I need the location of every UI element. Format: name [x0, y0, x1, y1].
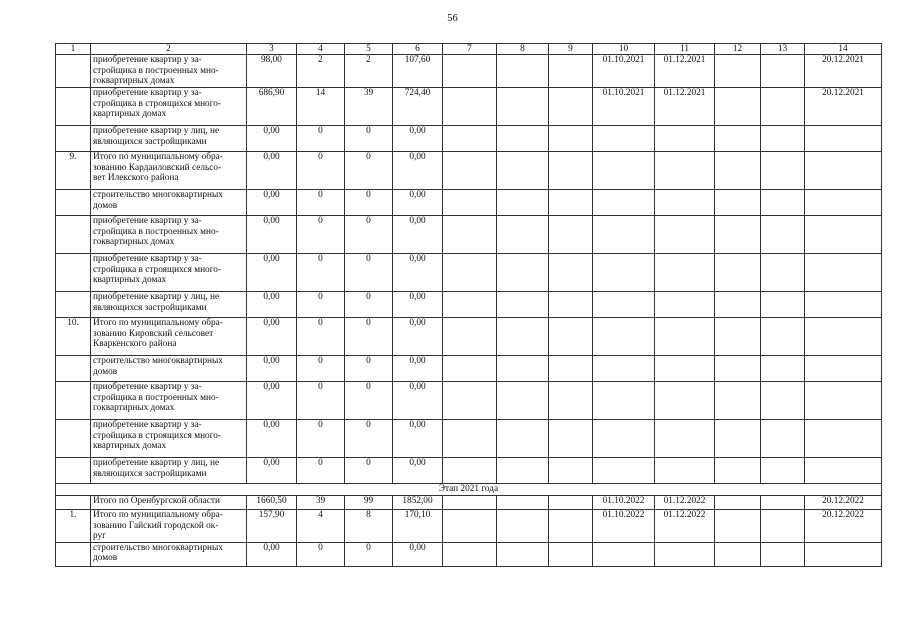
- stage-row: [56, 484, 882, 496]
- cell-col-13: [761, 254, 805, 292]
- cell-col-3: 0,00: [247, 292, 297, 318]
- cell-col-9: [549, 496, 593, 510]
- cell-col-8: [497, 542, 549, 566]
- cell-col-14: [805, 542, 882, 566]
- stage-label: Этап 2021 года: [56, 484, 882, 496]
- cell-col-6: 0,00: [393, 292, 443, 318]
- cell-col-4: 4: [297, 510, 345, 543]
- cell-col-6: 0,00: [393, 542, 443, 566]
- row-index: [56, 542, 91, 566]
- cell-col-12: [715, 88, 761, 126]
- cell-col-5: 0: [345, 318, 393, 356]
- cell-col-9: [549, 152, 593, 190]
- cell-col-9: [549, 382, 593, 420]
- table-row: [56, 292, 882, 318]
- cell-col-7: [443, 55, 497, 88]
- cell-col-14: [805, 458, 882, 484]
- row-index: [56, 496, 91, 510]
- row-index: [56, 190, 91, 216]
- table-row: [56, 55, 882, 88]
- cell-col-5: 2: [345, 55, 393, 88]
- cell-col-7: [443, 254, 497, 292]
- cell-col-13: [761, 542, 805, 566]
- row-name: приобретение квартир у за- стройщика в построенных мно- гоквартирных домах: [91, 216, 247, 254]
- cell-col-10: [593, 356, 655, 382]
- table-row: [56, 382, 882, 420]
- cell-col-8: [497, 216, 549, 254]
- cell-col-11: [655, 292, 715, 318]
- cell-col-7: [443, 458, 497, 484]
- table-row: [56, 152, 882, 190]
- cell-col-13: [761, 190, 805, 216]
- cell-col-13: [761, 88, 805, 126]
- cell-col-10: [593, 254, 655, 292]
- cell-col-6: 0,00: [393, 318, 443, 356]
- cell-col-7: [443, 318, 497, 356]
- cell-col-11: 01.12.2022: [655, 510, 715, 543]
- cell-col-10: [593, 382, 655, 420]
- row-name: Итого по муниципальному обра- зованию Гайский городской ок- руг: [91, 510, 247, 543]
- cell-col-10: 01.10.2021: [593, 55, 655, 88]
- column-number-11: 11: [655, 44, 715, 55]
- cell-col-14: 20.12.2022: [805, 510, 882, 543]
- cell-col-4: 0: [297, 292, 345, 318]
- cell-col-6: 0,00: [393, 216, 443, 254]
- data-table: [55, 43, 882, 567]
- column-number-14: 14: [805, 44, 882, 55]
- cell-col-6: 0,00: [393, 190, 443, 216]
- table-header-row: [56, 44, 882, 55]
- cell-col-4: 0: [297, 152, 345, 190]
- cell-col-4: 0: [297, 542, 345, 566]
- row-index: 1.: [56, 510, 91, 543]
- column-number-10: 10: [593, 44, 655, 55]
- cell-col-4: 0: [297, 356, 345, 382]
- cell-col-12: [715, 254, 761, 292]
- cell-col-6: 0,00: [393, 382, 443, 420]
- row-index: [56, 254, 91, 292]
- cell-col-8: [497, 496, 549, 510]
- column-number-1: 1: [56, 44, 91, 55]
- table-row: [56, 458, 882, 484]
- cell-col-6: 724,40: [393, 88, 443, 126]
- row-name: приобретение квартир у за- стройщика в построенных мно- гоквартирных домах: [91, 382, 247, 420]
- cell-col-5: 0: [345, 542, 393, 566]
- cell-col-11: [655, 152, 715, 190]
- cell-col-3: 0,00: [247, 356, 297, 382]
- cell-col-3: 0,00: [247, 318, 297, 356]
- cell-col-13: [761, 126, 805, 152]
- cell-col-13: [761, 356, 805, 382]
- cell-col-3: 0,00: [247, 152, 297, 190]
- cell-col-13: [761, 318, 805, 356]
- row-index: [56, 88, 91, 126]
- cell-col-10: [593, 152, 655, 190]
- cell-col-8: [497, 126, 549, 152]
- cell-col-12: [715, 382, 761, 420]
- cell-col-8: [497, 420, 549, 458]
- table-row: [56, 88, 882, 126]
- cell-col-7: [443, 292, 497, 318]
- cell-col-5: 99: [345, 496, 393, 510]
- cell-col-12: [715, 542, 761, 566]
- cell-col-11: [655, 318, 715, 356]
- cell-col-5: 0: [345, 292, 393, 318]
- table-row: [56, 420, 882, 458]
- cell-col-7: [443, 542, 497, 566]
- cell-col-6: 0,00: [393, 126, 443, 152]
- cell-col-9: [549, 318, 593, 356]
- cell-col-6: 107,60: [393, 55, 443, 88]
- cell-col-8: [497, 318, 549, 356]
- cell-col-9: [549, 458, 593, 484]
- cell-col-9: [549, 126, 593, 152]
- cell-col-6: 0,00: [393, 420, 443, 458]
- cell-col-9: [549, 254, 593, 292]
- cell-col-13: [761, 216, 805, 254]
- column-number-13: 13: [761, 44, 805, 55]
- cell-col-4: 0: [297, 190, 345, 216]
- table-row: [56, 254, 882, 292]
- cell-col-7: [443, 190, 497, 216]
- row-index: [56, 216, 91, 254]
- cell-col-8: [497, 190, 549, 216]
- cell-col-6: 0,00: [393, 356, 443, 382]
- cell-col-13: [761, 152, 805, 190]
- cell-col-9: [549, 542, 593, 566]
- cell-col-3: 0,00: [247, 542, 297, 566]
- cell-col-8: [497, 356, 549, 382]
- cell-col-12: [715, 496, 761, 510]
- cell-col-6: 1852,00: [393, 496, 443, 510]
- cell-col-5: 0: [345, 458, 393, 484]
- cell-col-12: [715, 126, 761, 152]
- row-name: Итого по муниципальному обра- зованию Кардаиловский сельсо- вет Илекского района: [91, 152, 247, 190]
- cell-col-4: 0: [297, 420, 345, 458]
- cell-col-8: [497, 152, 549, 190]
- cell-col-10: 01.10.2022: [593, 510, 655, 543]
- cell-col-8: [497, 382, 549, 420]
- cell-col-9: [549, 356, 593, 382]
- cell-col-14: [805, 420, 882, 458]
- cell-col-10: [593, 190, 655, 216]
- cell-col-3: 0,00: [247, 254, 297, 292]
- cell-col-14: [805, 254, 882, 292]
- cell-col-9: [549, 420, 593, 458]
- cell-col-7: [443, 356, 497, 382]
- cell-col-11: 01.12.2021: [655, 55, 715, 88]
- cell-col-13: [761, 55, 805, 88]
- cell-col-4: 0: [297, 126, 345, 152]
- cell-col-10: 01.10.2021: [593, 88, 655, 126]
- column-number-3: 3: [247, 44, 297, 55]
- cell-col-5: 0: [345, 254, 393, 292]
- row-name: приобретение квартир у за- стройщика в построенных мно- гоквартирных домах: [91, 55, 247, 88]
- cell-col-4: 14: [297, 88, 345, 126]
- cell-col-13: [761, 496, 805, 510]
- cell-col-4: 0: [297, 216, 345, 254]
- cell-col-3: 0,00: [247, 216, 297, 254]
- cell-col-5: 0: [345, 152, 393, 190]
- cell-col-6: 170,10: [393, 510, 443, 543]
- cell-col-9: [549, 510, 593, 543]
- cell-col-7: [443, 126, 497, 152]
- cell-col-8: [497, 510, 549, 543]
- row-index: [56, 292, 91, 318]
- table-row: [56, 510, 882, 543]
- cell-col-11: [655, 216, 715, 254]
- row-name: приобретение квартир у за- стройщика в строящихся много- квартирных домах: [91, 420, 247, 458]
- cell-col-13: [761, 382, 805, 420]
- cell-col-12: [715, 190, 761, 216]
- cell-col-11: [655, 254, 715, 292]
- cell-col-4: 0: [297, 254, 345, 292]
- cell-col-3: 0,00: [247, 458, 297, 484]
- cell-col-7: [443, 382, 497, 420]
- cell-col-5: 0: [345, 190, 393, 216]
- cell-col-8: [497, 88, 549, 126]
- cell-col-3: 0,00: [247, 420, 297, 458]
- row-name: строительство многоквартирных домов: [91, 356, 247, 382]
- cell-col-5: 0: [345, 356, 393, 382]
- cell-col-3: 0,00: [247, 126, 297, 152]
- cell-col-6: 0,00: [393, 152, 443, 190]
- page-number: 56: [447, 13, 458, 24]
- row-index: [56, 55, 91, 88]
- table-row: [56, 496, 882, 510]
- row-name: приобретение квартир у за- стройщика в строящихся много- квартирных домах: [91, 254, 247, 292]
- cell-col-9: [549, 55, 593, 88]
- cell-col-14: [805, 216, 882, 254]
- cell-col-11: [655, 356, 715, 382]
- cell-col-7: [443, 420, 497, 458]
- row-index: 9.: [56, 152, 91, 190]
- cell-col-14: [805, 356, 882, 382]
- cell-col-5: 39: [345, 88, 393, 126]
- row-name: приобретение квартир у лиц, не являющихся застройщиками: [91, 126, 247, 152]
- column-number-12: 12: [715, 44, 761, 55]
- cell-col-3: 686,90: [247, 88, 297, 126]
- cell-col-3: 0,00: [247, 190, 297, 216]
- cell-col-7: [443, 216, 497, 254]
- cell-col-11: [655, 420, 715, 458]
- cell-col-11: [655, 126, 715, 152]
- cell-col-4: 2: [297, 55, 345, 88]
- cell-col-3: 98,00: [247, 55, 297, 88]
- cell-col-9: [549, 190, 593, 216]
- table-row: [56, 542, 882, 566]
- cell-col-10: 01.10.2022: [593, 496, 655, 510]
- cell-col-5: 0: [345, 382, 393, 420]
- row-index: [56, 382, 91, 420]
- cell-col-12: [715, 152, 761, 190]
- cell-col-10: [593, 292, 655, 318]
- column-number-5: 5: [345, 44, 393, 55]
- cell-col-14: 20.12.2021: [805, 55, 882, 88]
- cell-col-7: [443, 88, 497, 126]
- table-row: [56, 190, 882, 216]
- column-number-4: 4: [297, 44, 345, 55]
- cell-col-5: 8: [345, 510, 393, 543]
- cell-col-8: [497, 55, 549, 88]
- cell-col-8: [497, 458, 549, 484]
- cell-col-5: 0: [345, 420, 393, 458]
- cell-col-14: [805, 190, 882, 216]
- row-name: Итого по муниципальному обра- зованию Кировский сельсовет Кваркенского района: [91, 318, 247, 356]
- cell-col-6: 0,00: [393, 458, 443, 484]
- row-name: строительство многоквартирных домов: [91, 542, 247, 566]
- table-row: [56, 216, 882, 254]
- cell-col-11: 01.12.2022: [655, 496, 715, 510]
- cell-col-10: [593, 458, 655, 484]
- cell-col-4: 39: [297, 496, 345, 510]
- row-name: строительство многоквартирных домов: [91, 190, 247, 216]
- cell-col-11: [655, 458, 715, 484]
- cell-col-6: 0,00: [393, 254, 443, 292]
- cell-col-13: [761, 510, 805, 543]
- table-row: [56, 356, 882, 382]
- cell-col-10: [593, 542, 655, 566]
- cell-col-4: 0: [297, 458, 345, 484]
- cell-col-14: 20.12.2022: [805, 496, 882, 510]
- row-name: приобретение квартир у за- стройщика в строящихся много- квартирных домах: [91, 88, 247, 126]
- cell-col-7: [443, 510, 497, 543]
- cell-col-11: [655, 190, 715, 216]
- cell-col-14: [805, 318, 882, 356]
- cell-col-5: 0: [345, 126, 393, 152]
- cell-col-12: [715, 458, 761, 484]
- cell-col-12: [715, 356, 761, 382]
- cell-col-8: [497, 292, 549, 318]
- row-index: [56, 420, 91, 458]
- cell-col-9: [549, 216, 593, 254]
- row-name: приобретение квартир у лиц, не являющихся застройщиками: [91, 292, 247, 318]
- row-index: [56, 458, 91, 484]
- row-name: приобретение квартир у лиц, не являющихся застройщиками: [91, 458, 247, 484]
- cell-col-10: [593, 126, 655, 152]
- table-row: [56, 126, 882, 152]
- cell-col-9: [549, 88, 593, 126]
- cell-col-10: [593, 420, 655, 458]
- column-number-6: 6: [393, 44, 443, 55]
- cell-col-4: 0: [297, 382, 345, 420]
- cell-col-14: [805, 126, 882, 152]
- cell-col-10: [593, 216, 655, 254]
- column-number-7: 7: [443, 44, 497, 55]
- cell-col-3: 0,00: [247, 382, 297, 420]
- cell-col-11: [655, 542, 715, 566]
- cell-col-14: [805, 292, 882, 318]
- cell-col-3: 1660,50: [247, 496, 297, 510]
- cell-col-11: [655, 382, 715, 420]
- cell-col-12: [715, 420, 761, 458]
- row-index: 10.: [56, 318, 91, 356]
- cell-col-11: 01.12.2021: [655, 88, 715, 126]
- cell-col-10: [593, 318, 655, 356]
- cell-col-14: [805, 382, 882, 420]
- cell-col-5: 0: [345, 216, 393, 254]
- cell-col-4: 0: [297, 318, 345, 356]
- cell-col-14: [805, 152, 882, 190]
- cell-col-14: 20.12.2021: [805, 88, 882, 126]
- cell-col-9: [549, 292, 593, 318]
- cell-col-12: [715, 216, 761, 254]
- cell-col-8: [497, 254, 549, 292]
- cell-col-12: [715, 510, 761, 543]
- row-index: [56, 126, 91, 152]
- cell-col-7: [443, 496, 497, 510]
- cell-col-12: [715, 292, 761, 318]
- column-number-2: 2: [91, 44, 247, 55]
- cell-col-13: [761, 420, 805, 458]
- cell-col-13: [761, 292, 805, 318]
- cell-col-13: [761, 458, 805, 484]
- cell-col-12: [715, 55, 761, 88]
- column-number-9: 9: [549, 44, 593, 55]
- column-number-8: 8: [497, 44, 549, 55]
- table-row: [56, 318, 882, 356]
- row-index: [56, 356, 91, 382]
- row-name: Итого по Оренбургской области: [91, 496, 247, 510]
- cell-col-12: [715, 318, 761, 356]
- cell-col-7: [443, 152, 497, 190]
- cell-col-3: 157,90: [247, 510, 297, 543]
